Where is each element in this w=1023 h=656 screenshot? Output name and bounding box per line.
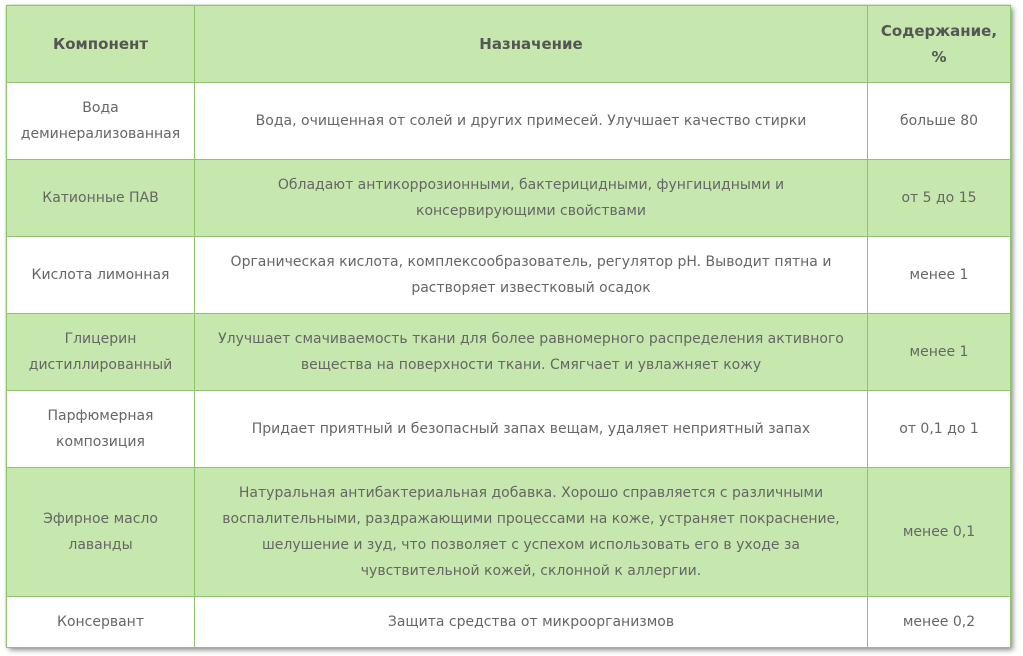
cell-content: от 5 до 15 <box>868 160 1011 237</box>
cell-content: менее 0,2 <box>868 597 1011 648</box>
table-row <box>7 391 1011 468</box>
cell-content: менее 1 <box>868 314 1011 391</box>
cell-purpose: Натуральная антибактериальная добавка. Хорошо справляется с различными воспалительными, раздражающими процессами на коже, устраняет покраснение, шелушение и зуд, что позволяет с успехом использовать его в уходе за чувствительной кожей, склонной к аллергии. <box>195 468 868 597</box>
cell-component: Глицерин дистиллированный <box>7 314 195 391</box>
cell-content: менее 1 <box>868 237 1011 314</box>
cell-content: от 0,1 до 1 <box>868 391 1011 468</box>
cell-purpose: Органическая кислота, комплексообразователь, регулятор pH. Выводит пятна и растворяет известковый осадок <box>195 237 868 314</box>
composition-table <box>6 5 1011 648</box>
cell-component: Консервант <box>7 597 195 648</box>
cell-purpose: Улучшает смачиваемость ткани для более равномерного распределения активного вещества на поверхности ткани. Смягчает и увлажняет кожу <box>195 314 868 391</box>
table-row <box>7 314 1011 391</box>
cell-component: Вода деминерализованная <box>7 83 195 160</box>
table-header-row <box>7 6 1011 83</box>
composition-table-frame <box>6 5 1010 647</box>
table-row <box>7 83 1011 160</box>
table-row <box>7 597 1011 648</box>
cell-purpose: Вода, очищенная от солей и других примесей. Улучшает качество стирки <box>195 83 868 160</box>
cell-purpose: Защита средства от микроорганизмов <box>195 597 868 648</box>
table-row <box>7 468 1011 597</box>
cell-content: менее 0,1 <box>868 468 1011 597</box>
cell-component: Кислота лимонная <box>7 237 195 314</box>
header-content: Содержание, % <box>868 6 1011 83</box>
header-component: Компонент <box>7 6 195 83</box>
cell-purpose: Обладают антикоррозионными, бактерицидными, фунгицидными и консервирующими свойствами <box>195 160 868 237</box>
cell-component: Катионные ПАВ <box>7 160 195 237</box>
table-row <box>7 237 1011 314</box>
header-purpose: Назначение <box>195 6 868 83</box>
cell-component: Парфюмерная композиция <box>7 391 195 468</box>
table-row <box>7 160 1011 237</box>
cell-purpose: Придает приятный и безопасный запах вещам, удаляет неприятный запах <box>195 391 868 468</box>
cell-component: Эфирное масло лаванды <box>7 468 195 597</box>
cell-content: больше 80 <box>868 83 1011 160</box>
